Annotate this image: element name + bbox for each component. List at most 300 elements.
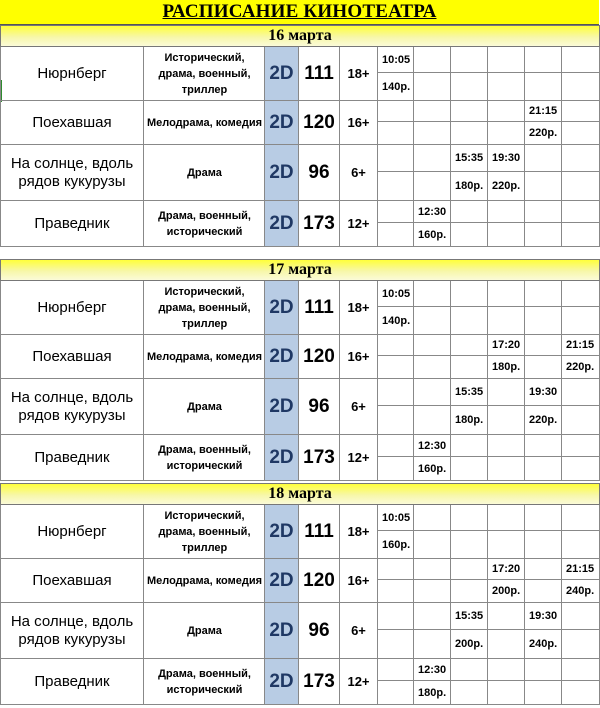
session-price-cell bbox=[451, 307, 488, 334]
film-age-rating-text: 18+ bbox=[347, 524, 370, 539]
session-time-cell bbox=[378, 145, 414, 172]
session-time-cell bbox=[562, 201, 599, 223]
session-time-cell bbox=[414, 559, 451, 580]
session-time-cell bbox=[525, 505, 562, 531]
film-format bbox=[265, 335, 299, 378]
film-title bbox=[1, 603, 144, 658]
day-date: 17 марта bbox=[268, 261, 332, 278]
session-time-cell bbox=[414, 379, 451, 406]
film-genre-text: Исторический, драма, военный, триллер bbox=[158, 51, 251, 96]
session-time[interactable]: 12:30 bbox=[418, 205, 447, 218]
session-time-cell bbox=[378, 603, 414, 630]
film-genre bbox=[145, 281, 265, 334]
schedule-title-bar bbox=[0, 0, 599, 25]
session-price-cell bbox=[378, 223, 414, 246]
session-time[interactable]: 19:30 bbox=[529, 610, 558, 622]
session-price-cell bbox=[525, 172, 562, 200]
session-time-cell bbox=[451, 379, 488, 406]
film-genre-text: Мелодрама, комедия bbox=[146, 116, 263, 129]
session-price-cell bbox=[562, 122, 599, 144]
session-time-cell bbox=[414, 603, 451, 630]
film-duration bbox=[299, 505, 340, 558]
session-price: 140р. bbox=[382, 314, 411, 327]
session-time-cell bbox=[414, 281, 451, 307]
session-time-cell bbox=[562, 335, 599, 356]
session-price: 200р. bbox=[455, 638, 484, 650]
film-genre bbox=[145, 47, 265, 100]
session-time-cell bbox=[488, 659, 525, 681]
film-title-text: Поехавшая bbox=[32, 347, 112, 365]
film-format bbox=[265, 101, 299, 144]
film-format bbox=[265, 47, 299, 100]
film-genre-text: Мелодрама, комедия bbox=[146, 574, 263, 587]
session-price-cell bbox=[525, 630, 562, 658]
session-time-cell bbox=[378, 201, 414, 223]
session-price-cell bbox=[451, 681, 488, 704]
session-price-cell bbox=[451, 356, 488, 378]
session-price-cell bbox=[525, 457, 562, 480]
film-title bbox=[1, 505, 144, 558]
session-price-cell bbox=[562, 172, 599, 200]
film-age-rating-text: 6+ bbox=[351, 623, 366, 638]
session-time-cell bbox=[525, 603, 562, 630]
session-price-cell bbox=[562, 223, 599, 246]
film-row[interactable] bbox=[0, 603, 600, 659]
session-price-cell bbox=[562, 307, 599, 334]
film-genre bbox=[145, 559, 265, 602]
session-price-cell bbox=[378, 406, 414, 434]
session-time-cell bbox=[488, 379, 525, 406]
session-time-cell bbox=[488, 559, 525, 580]
session-time-cell bbox=[451, 559, 488, 580]
film-row[interactable] bbox=[0, 47, 600, 101]
session-price-cell bbox=[562, 457, 599, 480]
film-age-rating bbox=[340, 335, 378, 378]
session-price-cell bbox=[378, 122, 414, 144]
session-time-cell bbox=[378, 379, 414, 406]
session-price: 240р. bbox=[566, 585, 595, 597]
film-duration-text: 96 bbox=[308, 395, 330, 417]
session-time[interactable]: 17:20 bbox=[492, 563, 521, 575]
session-price-cell bbox=[414, 172, 451, 200]
session-time-cell bbox=[562, 559, 599, 580]
session-time[interactable]: 12:30 bbox=[418, 439, 447, 452]
film-duration bbox=[299, 145, 340, 200]
film-title-text: Нюрнберг bbox=[37, 522, 107, 540]
film-title bbox=[1, 435, 144, 480]
session-time[interactable]: 19:30 bbox=[529, 386, 558, 398]
film-row[interactable] bbox=[0, 659, 600, 705]
session-time-cell bbox=[378, 435, 414, 457]
film-row[interactable] bbox=[0, 201, 600, 247]
film-duration-text: 120 bbox=[303, 345, 335, 367]
film-format bbox=[265, 145, 299, 200]
session-price-cell bbox=[525, 681, 562, 704]
session-time[interactable]: 12:30 bbox=[418, 663, 447, 676]
film-row[interactable] bbox=[0, 101, 600, 145]
session-price-cell bbox=[451, 457, 488, 480]
session-price-cell bbox=[378, 172, 414, 200]
film-genre bbox=[145, 603, 265, 658]
session-price-cell bbox=[414, 356, 451, 378]
session-price: 180р. bbox=[455, 414, 484, 426]
film-title-text: Нюрнберг bbox=[37, 298, 107, 316]
session-price-cell bbox=[488, 580, 525, 602]
session-price-cell bbox=[378, 630, 414, 658]
session-price-cell bbox=[451, 630, 488, 658]
session-time[interactable]: 10:05 bbox=[382, 287, 411, 300]
session-price: 160р. bbox=[418, 228, 447, 241]
session-price: 220р. bbox=[566, 361, 595, 373]
film-format-text: 2D bbox=[269, 161, 294, 183]
session-time-cell bbox=[378, 505, 414, 531]
film-genre bbox=[145, 101, 265, 144]
session-time-cell bbox=[451, 201, 488, 223]
film-format bbox=[265, 659, 299, 704]
film-format bbox=[265, 559, 299, 602]
film-duration bbox=[299, 659, 340, 704]
film-genre bbox=[145, 379, 265, 434]
session-price: 200р. bbox=[492, 585, 521, 597]
film-genre-text: Драма, военный, исторический bbox=[158, 667, 251, 696]
film-format bbox=[265, 281, 299, 334]
film-genre bbox=[145, 659, 265, 704]
session-time-cell bbox=[488, 145, 525, 172]
session-price: 160р. bbox=[382, 538, 411, 551]
session-time[interactable]: 15:35 bbox=[455, 610, 484, 622]
session-time-cell bbox=[488, 101, 525, 122]
session-price-cell bbox=[525, 307, 562, 334]
film-genre bbox=[145, 335, 265, 378]
day-header bbox=[0, 483, 600, 505]
session-time-cell bbox=[378, 335, 414, 356]
film-genre-text: Драма, военный, исторический bbox=[158, 209, 251, 238]
session-time-cell bbox=[562, 47, 599, 73]
film-genre bbox=[145, 435, 265, 480]
film-age-rating bbox=[340, 201, 378, 246]
session-time-cell bbox=[525, 47, 562, 73]
film-row[interactable] bbox=[0, 379, 600, 435]
session-time[interactable]: 17:20 bbox=[492, 339, 521, 351]
session-price-cell bbox=[562, 406, 599, 434]
session-price-cell bbox=[414, 681, 451, 704]
session-time[interactable]: 21:15 bbox=[566, 339, 595, 351]
film-format-text: 2D bbox=[269, 62, 294, 84]
session-time-cell bbox=[562, 603, 599, 630]
film-title-text: Праведник bbox=[34, 448, 110, 466]
film-age-rating bbox=[340, 559, 378, 602]
session-price-cell bbox=[378, 356, 414, 378]
film-format-text: 2D bbox=[269, 296, 294, 318]
session-price-cell bbox=[488, 356, 525, 378]
session-time-cell bbox=[378, 101, 414, 122]
film-age-rating-text: 18+ bbox=[347, 300, 370, 315]
session-time-cell bbox=[562, 435, 599, 457]
session-price-cell bbox=[525, 73, 562, 100]
session-time-cell bbox=[562, 659, 599, 681]
session-time-cell bbox=[451, 281, 488, 307]
day-date: 18 марта bbox=[268, 485, 332, 502]
session-time[interactable]: 21:15 bbox=[566, 563, 595, 575]
session-price-cell bbox=[378, 681, 414, 704]
film-title-text: Праведник bbox=[34, 672, 110, 690]
film-format bbox=[265, 201, 299, 246]
session-price-cell bbox=[414, 531, 451, 558]
film-age-rating-text: 12+ bbox=[347, 450, 370, 465]
film-format-text: 2D bbox=[269, 111, 294, 133]
film-row[interactable] bbox=[0, 435, 600, 481]
session-price-cell bbox=[451, 122, 488, 144]
film-genre-text: Драма bbox=[187, 166, 222, 179]
session-time-cell bbox=[451, 335, 488, 356]
session-price-cell bbox=[488, 122, 525, 144]
session-time-cell bbox=[414, 47, 451, 73]
film-title bbox=[1, 281, 144, 334]
session-price-cell bbox=[414, 73, 451, 100]
session-price-cell bbox=[378, 457, 414, 480]
film-age-rating-text: 16+ bbox=[347, 573, 370, 588]
session-time-cell bbox=[414, 659, 451, 681]
film-duration-text: 111 bbox=[304, 296, 334, 318]
session-price: 140р. bbox=[382, 80, 411, 93]
session-price-cell bbox=[414, 580, 451, 602]
session-time-cell bbox=[525, 335, 562, 356]
film-duration bbox=[299, 101, 340, 144]
film-genre-text: Мелодрама, комедия bbox=[146, 350, 263, 363]
session-price-cell bbox=[488, 172, 525, 200]
session-time-cell bbox=[378, 47, 414, 73]
session-price-cell bbox=[378, 580, 414, 602]
session-time-cell bbox=[525, 379, 562, 406]
session-price-cell bbox=[488, 307, 525, 334]
film-format-text: 2D bbox=[269, 212, 294, 234]
session-time-cell bbox=[414, 145, 451, 172]
session-price-cell bbox=[414, 406, 451, 434]
film-title-text: Праведник bbox=[34, 214, 110, 232]
film-format-text: 2D bbox=[269, 345, 294, 367]
film-age-rating bbox=[340, 505, 378, 558]
session-time[interactable]: 19:30 bbox=[492, 152, 521, 164]
session-time[interactable]: 15:35 bbox=[455, 386, 484, 398]
session-price-cell bbox=[562, 681, 599, 704]
film-age-rating bbox=[340, 603, 378, 658]
session-time-cell bbox=[525, 281, 562, 307]
session-time-cell bbox=[451, 145, 488, 172]
session-time[interactable]: 15:35 bbox=[455, 152, 484, 164]
session-time-cell bbox=[525, 101, 562, 122]
session-time-cell bbox=[488, 47, 525, 73]
session-price: 220р. bbox=[529, 127, 558, 139]
session-price-cell bbox=[488, 406, 525, 434]
session-price-cell bbox=[488, 73, 525, 100]
session-price-cell bbox=[414, 122, 451, 144]
film-title-text: Поехавшая bbox=[32, 571, 112, 589]
film-format bbox=[265, 435, 299, 480]
film-age-rating-text: 12+ bbox=[347, 674, 370, 689]
session-price-cell bbox=[562, 356, 599, 378]
session-price: 220р. bbox=[529, 414, 558, 426]
session-price: 180р. bbox=[418, 686, 447, 699]
film-format-text: 2D bbox=[269, 670, 294, 692]
session-price: 180р. bbox=[455, 180, 484, 192]
film-age-rating bbox=[340, 101, 378, 144]
film-title-text: На солнце, вдоль рядов кукурузы bbox=[10, 612, 134, 648]
session-price-cell bbox=[488, 457, 525, 480]
film-duration bbox=[299, 281, 340, 334]
session-price-cell bbox=[414, 457, 451, 480]
session-time-cell bbox=[488, 603, 525, 630]
film-age-rating bbox=[340, 379, 378, 434]
film-age-rating-text: 18+ bbox=[347, 66, 370, 81]
session-time-cell bbox=[378, 659, 414, 681]
session-price-cell bbox=[414, 307, 451, 334]
session-price-cell bbox=[525, 580, 562, 602]
film-age-rating-text: 6+ bbox=[351, 399, 366, 414]
session-time-cell bbox=[451, 101, 488, 122]
film-duration-text: 96 bbox=[308, 619, 330, 641]
film-row[interactable] bbox=[0, 505, 600, 559]
session-price-cell bbox=[562, 73, 599, 100]
session-time-cell bbox=[488, 505, 525, 531]
film-row[interactable] bbox=[0, 335, 600, 379]
film-age-rating bbox=[340, 145, 378, 200]
film-age-rating bbox=[340, 659, 378, 704]
day-header bbox=[0, 259, 600, 281]
session-price-cell bbox=[451, 580, 488, 602]
session-price: 220р. bbox=[492, 180, 521, 192]
day-header bbox=[0, 25, 600, 47]
film-duration-text: 111 bbox=[304, 62, 334, 84]
session-price-cell bbox=[525, 223, 562, 246]
session-time-cell bbox=[414, 201, 451, 223]
session-time-cell bbox=[451, 603, 488, 630]
film-age-rating-text: 16+ bbox=[347, 349, 370, 364]
film-title-text: На солнце, вдоль рядов кукурузы bbox=[10, 388, 134, 424]
session-price-cell bbox=[488, 681, 525, 704]
session-time-cell bbox=[525, 145, 562, 172]
film-duration-text: 111 bbox=[304, 520, 334, 542]
film-title bbox=[1, 201, 144, 246]
film-title bbox=[1, 47, 144, 100]
session-time-cell bbox=[414, 435, 451, 457]
session-time-cell bbox=[488, 335, 525, 356]
session-time-cell bbox=[378, 559, 414, 580]
film-duration bbox=[299, 559, 340, 602]
session-time-cell bbox=[414, 335, 451, 356]
session-time-cell bbox=[525, 659, 562, 681]
film-title-text: Поехавшая bbox=[32, 113, 112, 131]
session-time[interactable]: 21:15 bbox=[529, 105, 558, 117]
film-duration bbox=[299, 47, 340, 100]
film-genre bbox=[145, 505, 265, 558]
film-age-rating bbox=[340, 435, 378, 480]
film-format bbox=[265, 603, 299, 658]
session-price-cell bbox=[414, 630, 451, 658]
session-time-cell bbox=[562, 379, 599, 406]
session-price-cell bbox=[525, 406, 562, 434]
film-genre bbox=[145, 201, 265, 246]
film-format-text: 2D bbox=[269, 619, 294, 641]
session-price-cell bbox=[378, 307, 414, 334]
session-time-cell bbox=[525, 559, 562, 580]
session-price-cell bbox=[451, 406, 488, 434]
session-time[interactable]: 10:05 bbox=[382, 511, 411, 524]
film-format-text: 2D bbox=[269, 569, 294, 591]
film-genre-text: Драма, военный, исторический bbox=[158, 443, 251, 472]
session-price-cell bbox=[488, 223, 525, 246]
session-time-cell bbox=[562, 505, 599, 531]
session-time-cell bbox=[488, 201, 525, 223]
film-duration-text: 120 bbox=[303, 111, 335, 133]
film-row[interactable] bbox=[0, 145, 600, 201]
session-price-cell bbox=[451, 531, 488, 558]
film-age-rating-text: 12+ bbox=[347, 216, 370, 231]
day-date: 16 марта bbox=[268, 27, 332, 44]
session-time-cell bbox=[525, 201, 562, 223]
session-price-cell bbox=[378, 73, 414, 100]
session-time-cell bbox=[525, 435, 562, 457]
session-price-cell bbox=[562, 531, 599, 558]
film-duration-text: 173 bbox=[303, 212, 335, 234]
film-title bbox=[1, 335, 144, 378]
film-title bbox=[1, 101, 144, 144]
film-format-text: 2D bbox=[269, 395, 294, 417]
session-time[interactable]: 10:05 bbox=[382, 53, 411, 66]
film-duration bbox=[299, 379, 340, 434]
session-price-cell bbox=[525, 531, 562, 558]
film-duration bbox=[299, 201, 340, 246]
session-price-cell bbox=[451, 73, 488, 100]
session-time-cell bbox=[414, 505, 451, 531]
film-row[interactable] bbox=[0, 559, 600, 603]
film-format-text: 2D bbox=[269, 520, 294, 542]
film-format bbox=[265, 505, 299, 558]
session-time-cell bbox=[414, 101, 451, 122]
session-time-cell bbox=[488, 435, 525, 457]
film-duration-text: 120 bbox=[303, 569, 335, 591]
film-title-text: Нюрнберг bbox=[37, 64, 107, 82]
session-time-cell bbox=[451, 505, 488, 531]
session-price-cell bbox=[378, 531, 414, 558]
session-price-cell bbox=[562, 580, 599, 602]
film-genre-text: Исторический, драма, военный, триллер bbox=[158, 285, 251, 330]
session-price-cell bbox=[451, 223, 488, 246]
session-time-cell bbox=[378, 281, 414, 307]
film-duration bbox=[299, 603, 340, 658]
film-age-rating-text: 16+ bbox=[347, 115, 370, 130]
film-title bbox=[1, 559, 144, 602]
session-time-cell bbox=[562, 145, 599, 172]
film-row[interactable] bbox=[0, 281, 600, 335]
session-price-cell bbox=[525, 122, 562, 144]
film-format-text: 2D bbox=[269, 446, 294, 468]
session-price: 240р. bbox=[529, 638, 558, 650]
session-price: 160р. bbox=[418, 462, 447, 475]
session-price-cell bbox=[562, 630, 599, 658]
session-price-cell bbox=[525, 356, 562, 378]
film-age-rating bbox=[340, 47, 378, 100]
session-price-cell bbox=[488, 531, 525, 558]
session-time-cell bbox=[562, 281, 599, 307]
session-time-cell bbox=[562, 101, 599, 122]
film-title bbox=[1, 145, 144, 200]
film-duration-text: 96 bbox=[308, 161, 330, 183]
session-time-cell bbox=[451, 47, 488, 73]
session-time-cell bbox=[451, 659, 488, 681]
schedule-title: РАСПИСАНИЕ КИНОТЕАТРА bbox=[162, 1, 437, 22]
session-price-cell bbox=[414, 223, 451, 246]
film-age-rating bbox=[340, 281, 378, 334]
